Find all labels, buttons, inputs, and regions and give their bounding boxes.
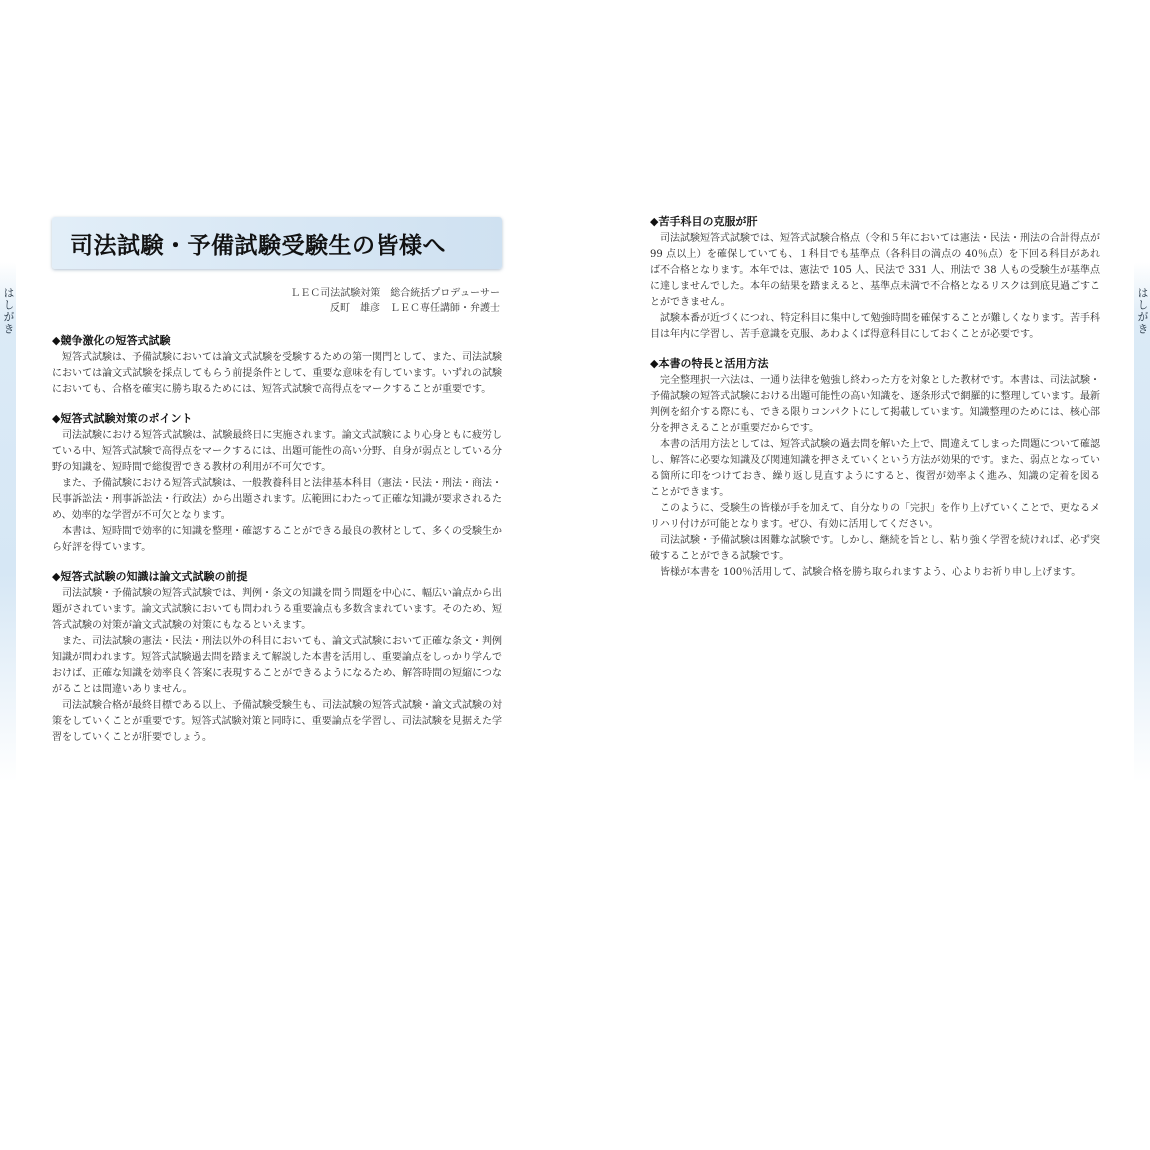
section (52, 410, 502, 556)
paragraph: 皆様が本書を 100％活用して、試験合格を勝ち取られますよう、心よりお祈り申し上げます。 (660, 567, 1082, 578)
side-index-tab-label: はしがき (2, 287, 15, 335)
paragraph: 試験本番が近づくにつれ、特定科目に集中して勉強時間を確保することが難しくなります。苦手科目は年内に学習し、苦手意識を克服、あわよくば得意科目にしておくことが必要です。 (650, 313, 1100, 340)
author-credit (230, 286, 500, 316)
paragraph: 司法試験・予備試験は困難な試験です。しかし、継続を旨とし、粘り強く学習を続ければ、必ず突破することができる試験です。 (650, 535, 1100, 562)
paragraph: 司法試験短答式試験では、短答式試験合格点（令和５年においては憲法・民法・刑法の合計得点が 99 点以上）を確保していても、１科目でも基準点（各科目の満点の 40％点）を下回る科目があれば不合格となります。本年では、憲法で 105 人、民法で 331 人、刑法で 38 人もの受験生が基準点に達しませんでした。本年の結果を踏まえると、基準点未満で不合格となるリスクは到底見過ごすことができません。 (650, 233, 1100, 308)
paragraph: また、司法試験の憲法・民法・刑法以外の科目においても、論文式試験において正確な条文・判例知識が問われます。短答式試験過去問を踏まえて解説した本書を活用し、重要論点をしっかり学んでおけば、正確な知識を効率良く答案に表現することができるようになるため、解答時間の短縮につながることは間違いありません。 (52, 636, 502, 695)
section-heading: ◆本書の特長と活用方法 (650, 357, 769, 370)
paragraph: 司法試験における短答式試験は、試験最終日に実施されます。論文式試験により心身ともに疲労している中、短答式試験で高得点をマークするには、出題可能性の高い分野、自身が弱点としている分野の知識を、短時間で総復習できる教材の利用が不可欠です。 (52, 430, 502, 473)
right-page (575, 0, 1150, 1150)
paragraph: 司法試験合格が最終目標である以上、予備試験受験生も、司法試験の短答式試験・論文式試験の対策をしていくことが重要です。短答式試験対策と同時に、重要論点を学習し、司法試験を見据えた学習をしていくことが肝要でしょう。 (52, 700, 502, 743)
section (650, 213, 1100, 343)
paragraph: 短答式試験は、予備試験においては論文式試験を受験するための第一関門として、また、司法試験においては論文式試験を採点してもらう前提条件として、重要な意味を有しています。いずれの試験においても、合格を確実に勝ち取るためには、短答式試験で高得点をマークすることが重要です。 (52, 352, 502, 395)
section-heading: ◆短答式試験対策のポイント (52, 412, 193, 425)
side-index-tab-right (1134, 262, 1150, 782)
paragraph: このように、受験生の皆様が手を加えて、自分なりの「完択」を作り上げていくことで、更なるメリハリ付けが可能となります。ぜひ、有効に活用してください。 (650, 503, 1100, 530)
paragraph: また、予備試験における短答式試験は、一般教養科目と法律基本科目（憲法・民法・刑法・商法・民事訴訟法・刑事訴訟法・行政法）から出題されます。広範囲にわたって正確な知識が要求されるため、効率的な学習が不可欠となります。 (52, 478, 502, 521)
paragraph: 本書は、短時間で効率的に知識を整理・確認することができる最良の教材として、多くの受験生から好評を得ています。 (52, 526, 502, 553)
section-heading: ◆短答式試験の知識は論文式試験の前提 (52, 570, 248, 583)
section (52, 568, 502, 746)
section (52, 332, 502, 398)
section-heading: ◆競争激化の短答式試験 (52, 334, 171, 347)
side-index-tab-left (0, 262, 16, 782)
paragraph: 完全整理択一六法は、一通り法律を勉強し終わった方を対象とした教材です。本書は、司法試験・予備試験の短答式試験における出題可能性の高い知識を、逐条形式で網羅的に整理しています。最新判例を紹介する際にも、できる限りコンパクトにして掲載しています。知識整理のためには、核心部分を押さえることが重要だからです。 (650, 375, 1100, 434)
page-title: 司法試験・予備試験受験生の皆様へ (70, 232, 446, 259)
right-column (650, 213, 1100, 593)
author-affiliation: ＬＥＣ司法試験対策 総合統括プロデューサー (290, 288, 500, 299)
title-banner (52, 217, 502, 269)
side-index-tab-label: はしがき (1136, 287, 1149, 335)
paragraph: 司法試験・予備試験の短答式試験では、判例・条文の知識を問う問題を中心に、幅広い論点から出題がされています。論文式試験においても問われうる重要論点も多数含まれています。そのため、短答式試験の対策が論文式試験の対策にもなるといえます。 (52, 588, 502, 631)
author-name: 反町 雄彦 ＬＥＣ専任講師・弁護士 (330, 303, 500, 314)
left-column (52, 332, 502, 758)
paragraph: 本書の活用方法としては、短答式試験の過去問を解いた上で、間違えてしまった問題について確認し、解答に必要な知識及び関連知識を押さえていくという方法が効果的です。また、弱点となっている箇所に印をつけておき、繰り返し見直すようにすると、復習が効率よく進み、知識の定着を図ることができます。 (650, 439, 1100, 498)
section (650, 355, 1100, 581)
section-heading: ◆苦手科目の克服が肝 (650, 215, 758, 228)
